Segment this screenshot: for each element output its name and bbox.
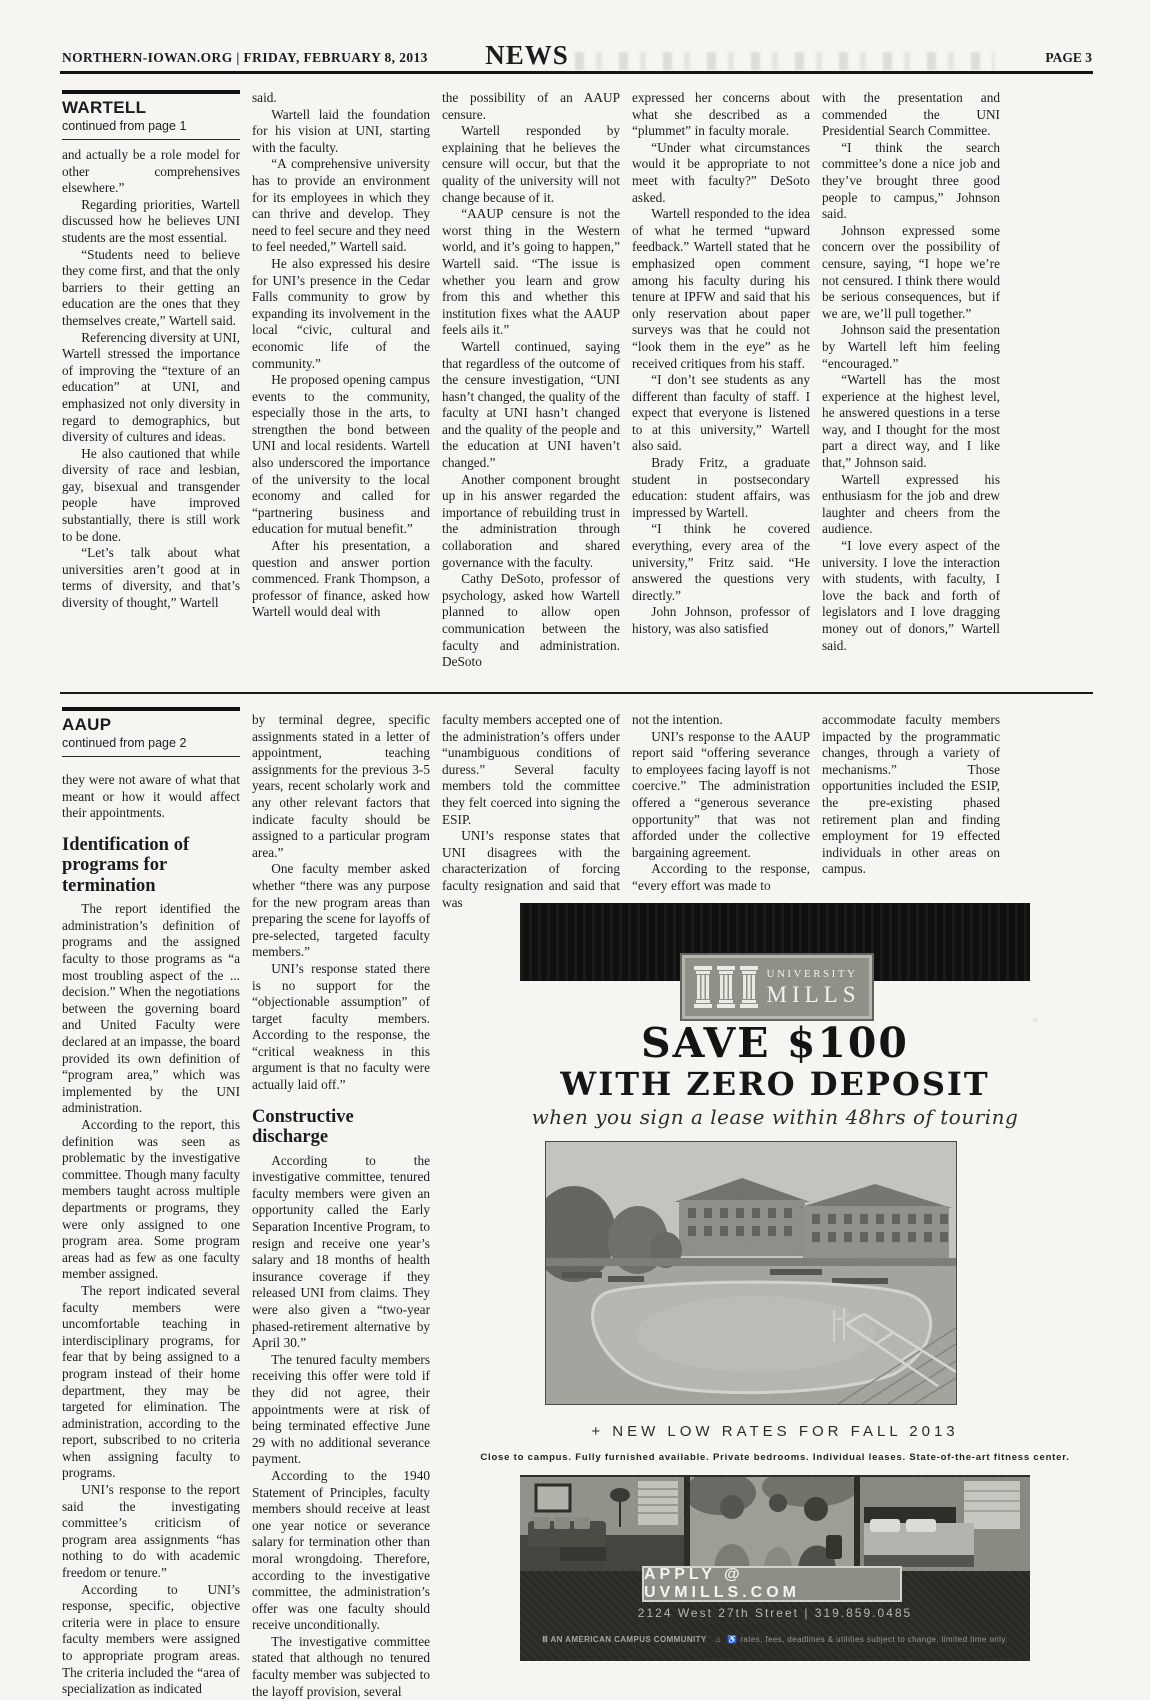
article-paragraph: “Wartell has the most experience at the highest level, he answered questions in a terse way, and I thought for the most part a direct way, and I like that,” Johnson said. bbox=[822, 372, 1000, 471]
article-paragraph: “Let’s talk about what universities aren’t good at in terms of diversity, and that’s diversity of thought,” Wartell bbox=[62, 545, 240, 611]
header-bar bbox=[62, 707, 240, 711]
article-column bbox=[62, 147, 240, 612]
living-room-photo bbox=[520, 1477, 684, 1571]
article-paragraph: The tenured faculty members receiving this offer were told if they did not agree, their appointments were at risk of being terminated effective June 29 with no additional severance payment. bbox=[252, 1351, 430, 1467]
bedroom-photo bbox=[860, 1477, 1030, 1571]
article-paragraph: John Johnson, professor of history, was also satisfied bbox=[632, 604, 810, 636]
section-subhead: Identification of programs for termination bbox=[62, 834, 190, 896]
american-campus-community-label: Ⅲ AN AMERICAN CAMPUS COMMUNITY bbox=[542, 1635, 707, 1644]
ad-headline-save: SAVE $100 bbox=[641, 1019, 909, 1067]
article-paragraph: Brady Fritz, a graduate student in postsecondary education: student affairs, was impressed by Wartell. bbox=[632, 455, 810, 520]
article-paragraph: He also expressed his desire for UNI’s presence in the Cedar Falls community to grow by expanding its involvement in the local “civic, cultural and economic life of the community.” bbox=[252, 255, 430, 371]
article-paragraph: Wartell expressed his enthusiasm for the job and drew laughter and cheers from the audience. bbox=[822, 471, 1000, 537]
article-paragraph: and actually be a role model for other comprehensives elsewhere.” bbox=[62, 147, 240, 196]
columns-mini-icon: Ⅲ bbox=[542, 1635, 549, 1644]
article-paragraph: Cathy DeSoto, professor of psychology, asked how Wartell planned to allow open communication between the faculty and administration. DeSoto bbox=[442, 571, 620, 670]
article-paragraph: they were not aware of what that meant or how it would affect their appointments. bbox=[62, 772, 240, 821]
article-paragraph: Another component brought up in his answer regarded the importance of rebuilding trust in the administration through collaboration and shared governance with the faculty. bbox=[442, 471, 620, 570]
article-paragraph: Regarding priorities, Wartell discussed how he believes UNI students are the most essential. bbox=[62, 196, 240, 245]
article-column bbox=[252, 90, 430, 621]
article-paragraph: by terminal degree, specific assignments stated in a letter of appointment, teaching assignments for the previous 3-5 years, recent scholarly work and any other relevant factors that indicate faculty should be assigned to a particular program area.” bbox=[252, 712, 430, 860]
article-paragraph: UNI’s response stated there is no support for the “objectionable assumption” of target faculty members. According to the response, the “critical weakness in this argument is that no faculty were actually laid off.” bbox=[252, 960, 430, 1093]
article-paragraph: “I think he covered everything, every area of the university,” Fritz said. “He answered the questions very directly.” bbox=[632, 521, 810, 603]
article-paragraph: “AAUP censure is not the worst thing in the Western world, and it’s going to happen,” Wartell said. “The issue is whether you learn and grow from this and whether this institution fixes what the AAUP feels ails it.” bbox=[442, 206, 620, 338]
brand-name bbox=[767, 969, 861, 1006]
ad-photo-strip bbox=[520, 1475, 1030, 1661]
article-column bbox=[632, 712, 810, 895]
article-paragraph: accommodate faculty members impacted by the programmatic changes, through a variety of mechanisms.” Those opportunities included the ESIP, the pre-existing phased retirement plan and finding employment for 19 effected individuals in other areas on campus. bbox=[822, 712, 1000, 877]
article-column bbox=[822, 90, 1000, 654]
brand-mills: MILLS bbox=[766, 981, 861, 1007]
article-paragraph: He proposed opening campus events to the community, especially those in the arts, to strengthen the bond between UNI and local residents. Wartell also underscored the importance of the university to the local economy and called for “partnering business and education for mutual benefit.” bbox=[252, 372, 430, 537]
article-paragraph: According to the 1940 Statement of Principles, faculty members should receive at least one year notice or severance salary for termination other than moral wrongdoing. Therefore, according to the investigative committee, the administration’s offer was one faculty should receive unconditionally. bbox=[252, 1467, 430, 1633]
aaup-story-header bbox=[62, 707, 240, 757]
article-column bbox=[632, 90, 810, 638]
header-bar bbox=[62, 90, 240, 94]
university-mills-advertisement bbox=[480, 903, 1070, 1663]
ad-features-line: Close to campus. Fully furnished available. Private bedrooms. Individual leases. State-of-the-art fitness center. bbox=[480, 1452, 1070, 1463]
ad-disclaimer: rates, fees, deadlines & utilities subject to change. limited time only. bbox=[740, 1635, 1008, 1644]
article-paragraph: The report identified the administration’s definition of programs and the assigned faculty to those programs as “a most troubling aspect of the ... decision.” When the negotiations between the governing board and United Faculty were declared at an impasse, the board provided its own definition of “program area,” which was implemented by the UNI administration. bbox=[62, 901, 240, 1116]
masthead-rule bbox=[60, 71, 1093, 74]
article-paragraph: said. bbox=[252, 90, 277, 105]
header-thin-rule bbox=[62, 756, 240, 757]
section-subhead: Constructive discharge bbox=[252, 1106, 354, 1148]
ad-headline-deposit: WITH ZERO DEPOSIT bbox=[560, 1065, 990, 1103]
article-paragraph: “Students need to believe they come first, and that the only barriers to their getting an education are the ones that they themselves create,” Wartell said. bbox=[62, 246, 240, 328]
columns-icon bbox=[694, 966, 758, 1008]
article-paragraph: Wartell laid the foundation for his vision at UNI, starting with the faculty. bbox=[252, 106, 430, 155]
article-column bbox=[252, 712, 430, 1700]
article-paragraph: UNI’s response to the AAUP report said “offering severance to employees facing layoff is not coercive.” The administration offered a “generous severance opportunity” that was not afforded under the collective bargaining agreement. bbox=[632, 728, 810, 860]
article-column bbox=[62, 772, 240, 1698]
article-paragraph: The report indicated several faculty members were uncomfortable teaching in interdisciplinary programs, for fear that by being assigned to a program instead of their home department, they may be targeted for elimination. The administration, according to the report, subscribed to no criteria when assigning faculty to programs. bbox=[62, 1282, 240, 1481]
pool-photo bbox=[545, 1141, 957, 1405]
article-paragraph: “A comprehensive university has to provide an environment for its employees in which they can thrive and develop. They need to feel secure and they need to feel needed,” Wartell said. bbox=[252, 156, 430, 255]
article-paragraph: According to the investigative committee, tenured faculty members were given an opportunity called the Early Separation Incentive Program, to resign and receive one year’s salary and 18 months of health insurance coverage if they released UNI from claims. They were also given a “two-year phased-retirement alternative by April 30.” bbox=[252, 1152, 430, 1351]
article-paragraph: Wartell continued, saying that regardless of the outcome of the censure investigation, “UNI hasn’t changed, the quality of the faculty at UNI hasn’t changed and the quality of the people and the education at UNI haven’t changed.” bbox=[442, 338, 620, 471]
scan-artifact bbox=[575, 52, 995, 70]
article-paragraph: with the presentation and commended the UNI Presidential Search Committee. bbox=[822, 90, 1000, 139]
article-column bbox=[442, 90, 620, 671]
equal-housing-icon: ⌂ bbox=[715, 1635, 721, 1644]
article-paragraph: Johnson said the presentation by Wartell left him feeling “encouraged.” bbox=[822, 322, 1000, 371]
article-paragraph: After his presentation, a question and answer portion commenced. Frank Thompson, a professor of finance, asked how Wartell would deal with bbox=[252, 538, 430, 620]
article-paragraph: Wartell responded to the idea of what he termed “upward feedback.” Wartell stated that he emphasized open comment among his faculty during his tenure at IPFW and said that his only reservation about paper surveys was that he could not “look them in the eye” as he received critiques from his staff. bbox=[632, 206, 810, 371]
article-paragraph: He also cautioned that while diversity of race and lesbian, gay, bisexual and transgender people have improved substantially, there is still work to be done. bbox=[62, 445, 240, 544]
article-paragraph: “Under what circumstances would it be appropriate to not meet with faculty?” DeSoto asked. bbox=[632, 139, 810, 205]
article-paragraph: “I think the search committee’s done a nice job and they’ve brought three good people to campus,” Johnson said. bbox=[822, 139, 1000, 222]
section-title: NEWS bbox=[485, 40, 569, 70]
article-column bbox=[822, 712, 1000, 878]
ad-legal-row bbox=[520, 1635, 1030, 1644]
apply-link[interactable]: APPLY @ UVMILLS.COM bbox=[642, 1566, 902, 1602]
students-photo bbox=[690, 1477, 854, 1571]
story-divider-rule bbox=[60, 692, 1093, 694]
article-paragraph: not the intention. bbox=[632, 712, 723, 727]
brand-university: UNIVERSITY bbox=[766, 967, 858, 980]
article-paragraph: The investigative committee stated that although no tenured faculty member was subjected to the layoff provision, several bbox=[252, 1633, 430, 1699]
university-mills-logo bbox=[680, 953, 874, 1021]
article-paragraph: Referencing diversity at UNI, Wartell stressed the importance of improving the “texture of an education” at UNI, and emphasized not only diversity in regard to demographics, but diversity of cultures and ideas. bbox=[62, 329, 240, 445]
ad-rates-line: + NEW LOW RATES FOR FALL 2013 bbox=[591, 1423, 959, 1440]
article-paragraph: According to the response, “every effort was made to bbox=[632, 861, 810, 893]
story-continued-line: continued from page 2 bbox=[62, 736, 187, 750]
article-paragraph: UNI’s response states that UNI disagrees with the characterization of forcing faculty resignation and said that was bbox=[442, 828, 620, 910]
article-paragraph: the possibility of an AAUP censure. bbox=[442, 90, 620, 122]
article-paragraph: UNI’s response to the report said the investigating committee’s criticism of program area assignments “has nothing to do with academic freedom or tenure.” bbox=[62, 1482, 240, 1581]
article-column bbox=[442, 712, 620, 911]
article-paragraph: expressed her concerns about what she described as a “plummet” in faculty morale. bbox=[632, 90, 810, 139]
article-paragraph: “I love every aspect of the university. I love the interaction with students, with faculty, I love the back and forth of legislators and I love dragging money out of donors,” Wartell said. bbox=[822, 538, 1000, 653]
article-paragraph: Johnson expressed some concern over the possibility of censure, saying, “I hope we’re not censured. I think there would be serious consequences, but if we are, we’ll pull together.” bbox=[822, 222, 1000, 321]
story-title: AAUP bbox=[62, 715, 112, 734]
masthead-site-date: NORTHERN-IOWAN.ORG | FRIDAY, FEBRUARY 8, 2013 bbox=[62, 50, 428, 65]
article-paragraph: According to the report, this definition was seen as problematic by the investigative committee. Though many faculty members taught across multiple departments or programs, they were only assigned to one program area. Some program areas had as few as one faculty member assigned. bbox=[62, 1117, 240, 1282]
article-paragraph: faculty members accepted one of the administration’s offers under “unambiguous conditions of duress.” Several faculty members told the committee they felt coerced into signing the ESIP. bbox=[442, 712, 620, 827]
header-thin-rule bbox=[62, 139, 240, 140]
ad-address-phone: 2124 West 27th Street | 319.859.0485 bbox=[637, 1606, 913, 1620]
wartell-story-header bbox=[62, 90, 240, 140]
story-continued-line: continued from page 1 bbox=[62, 119, 187, 133]
article-paragraph: One faculty member asked whether “there was any purpose for the new program areas than preparing the scene for layoffs of pre-selected, targeted faculty members.” bbox=[252, 861, 430, 960]
article-paragraph: “I don’t see students as any different than faculty of staff. I expect that everyone is listened to at this university,” Wartell also said. bbox=[632, 372, 810, 454]
page-number: PAGE 3 bbox=[1045, 50, 1092, 65]
accessibility-icon: ♿ bbox=[726, 1635, 738, 1644]
article-paragraph: Wartell responded by explaining that he believes the censure will occur, but that the quality of the university will not change because of it. bbox=[442, 123, 620, 205]
ad-tagline: when you sign a lease within 48hrs of touring bbox=[531, 1105, 1019, 1129]
article-paragraph: According to UNI’s response, specific, objective criteria were in place to ensure faculty members were assigned to appropriate program areas. The criteria included the “area of specialization as indicated bbox=[62, 1581, 240, 1697]
story-title: WARTELL bbox=[62, 98, 147, 117]
